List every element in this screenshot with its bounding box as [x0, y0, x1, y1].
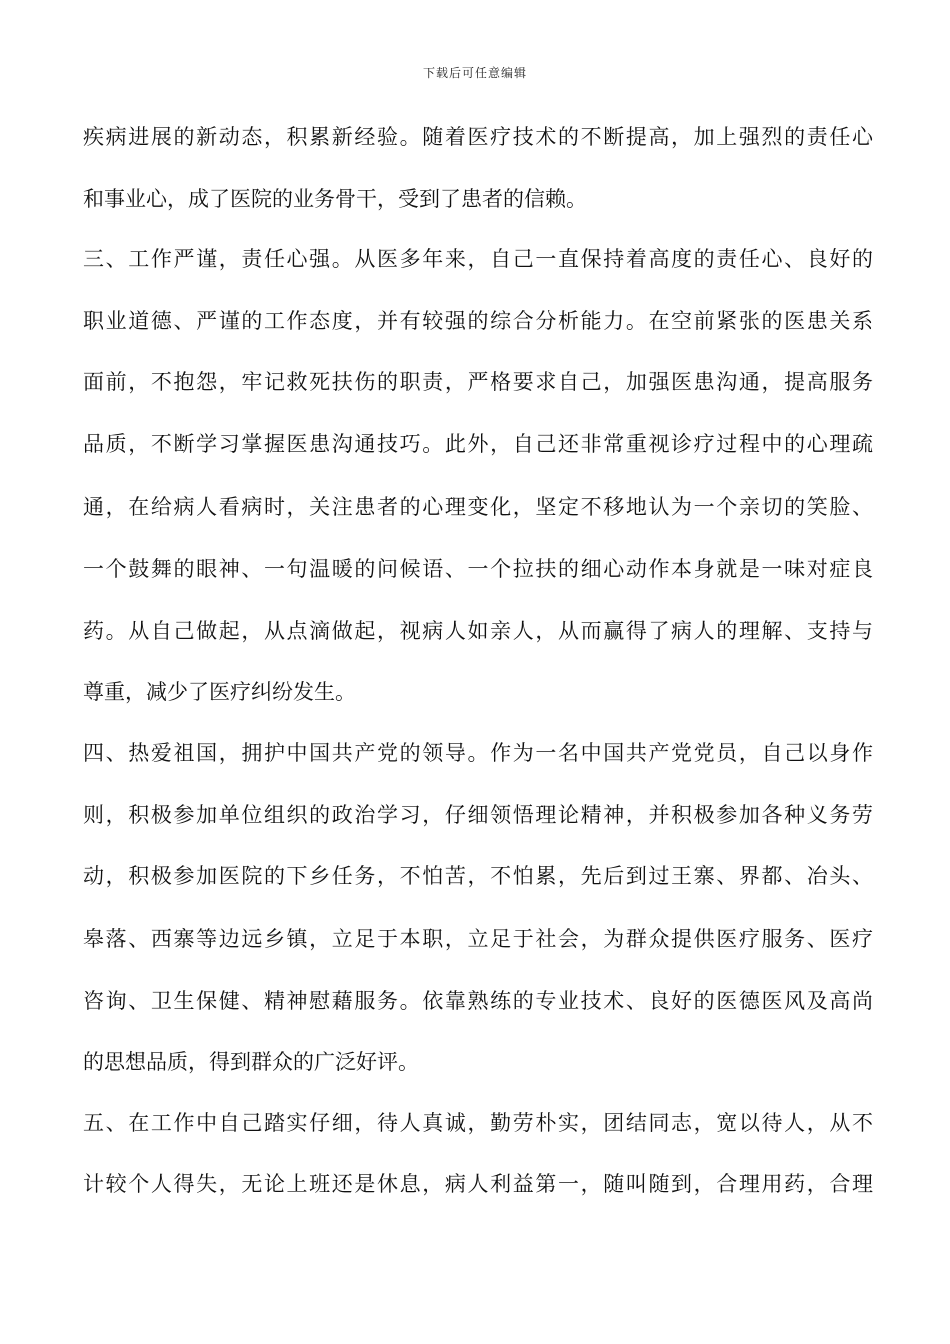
body-line: 尊重，减少了医疗纠纷发生。 — [83, 680, 356, 704]
body-line: 疾病进展的新动态，积累新经验。随着医疗技术的不断提高，加上强烈的责任心 — [83, 125, 873, 149]
body-line: 计较个人得失，无论上班还是休息，病人利益第一，随叫随到，合理用药，合理 — [83, 1172, 873, 1196]
body-line: 四、热爱祖国，拥护中国共产党的领导。作为一名中国共产党党员，自己以身作 — [83, 741, 873, 765]
body-line: 则，积极参加单位组织的政治学习，仔细领悟理论精神，并积极参加各种义务劳 — [83, 803, 873, 827]
body-line: 药。从自己做起，从点滴做起，视病人如亲人，从而赢得了病人的理解、支持与 — [83, 619, 873, 643]
body-line: 五、在工作中自己踏实仔细，待人真诚，勤劳朴实，团结同志，宽以待人，从不 — [83, 1111, 873, 1135]
body-line: 的思想品质，得到群众的广泛好评。 — [83, 1050, 419, 1074]
body-line: 动，积极参加医院的下乡任务，不怕苦，不怕累，先后到过王寨、界都、冶头、 — [83, 864, 873, 888]
body-line: 通，在给病人看病时，关注患者的心理变化，坚定不移地认为一个亲切的笑脸、 — [83, 495, 873, 519]
body-line: 职业道德、严谨的工作态度，并有较强的综合分析能力。在空前紧张的医患关系 — [83, 309, 873, 333]
page-header: 下载后可任意编辑 — [422, 66, 527, 80]
body-line: 和事业心，成了医院的业务骨干，受到了患者的信赖。 — [83, 187, 587, 211]
body-line: 三、工作严谨，责任心强。从医多年来，自己一直保持着高度的责任心、良好的 — [83, 247, 873, 271]
body-line: 皋落、西寨等边远乡镇，立足于本职，立足于社会，为群众提供医疗服务、医疗 — [83, 927, 873, 951]
body-line: 咨询、卫生保健、精神慰藉服务。依靠熟练的专业技术、良好的医德医风及高尚 — [83, 989, 873, 1013]
body-line: 品质，不断学习掌握医患沟通技巧。此外，自己还非常重视诊疗过程中的心理疏 — [83, 432, 873, 456]
body-line: 一个鼓舞的眼神、一句温暖的问候语、一个拉扶的细心动作本身就是一味对症良 — [83, 557, 873, 581]
body-line: 面前，不抱怨，牢记救死扶伤的职责，严格要求自己，加强医患沟通，提高服务 — [83, 370, 873, 394]
